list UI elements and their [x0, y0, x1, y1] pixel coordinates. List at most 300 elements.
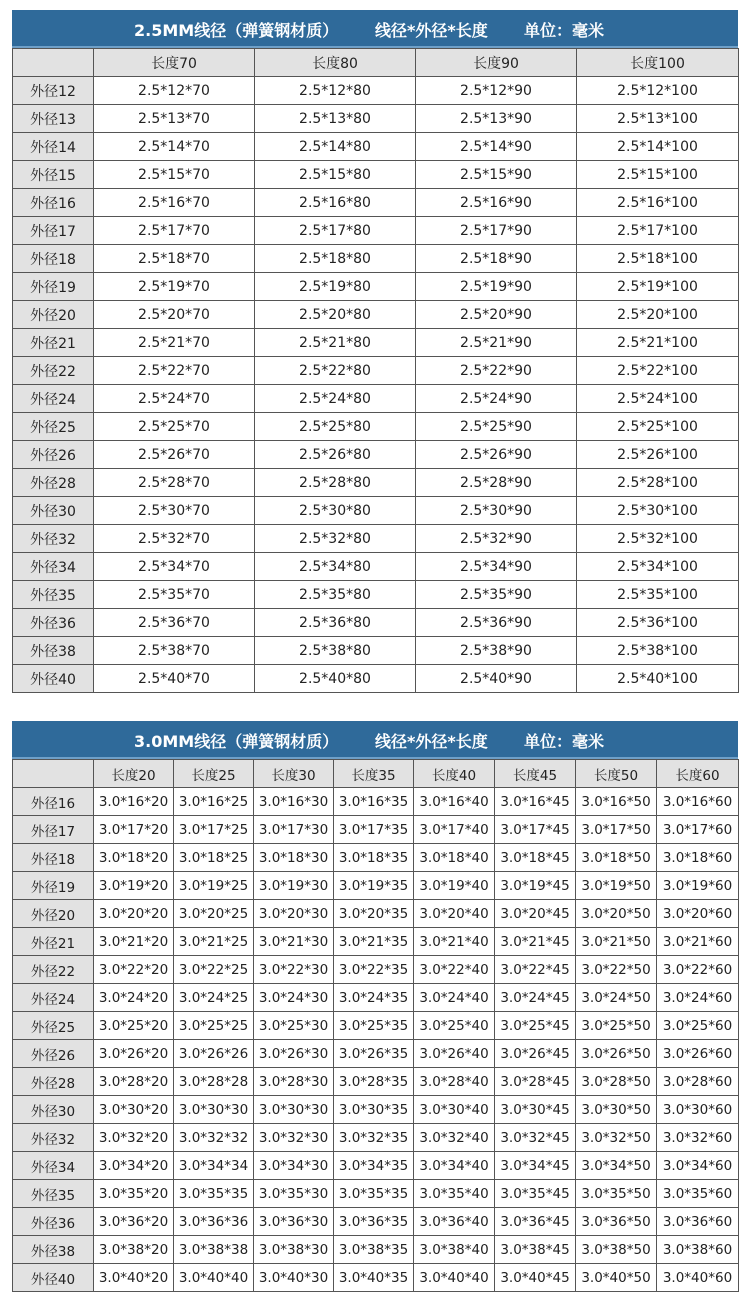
- row-header: 外径13: [13, 105, 94, 133]
- table-cell: 3.0*30*20: [94, 1096, 174, 1124]
- table-cell: 2.5*26*100: [577, 441, 739, 469]
- table-cell: 2.5*34*100: [577, 553, 739, 581]
- table-cell: 3.0*25*20: [94, 1012, 174, 1040]
- row-header: 外径20: [13, 900, 94, 928]
- table-row: [13, 816, 739, 844]
- table-cell: 2.5*32*100: [577, 525, 739, 553]
- table-cell: 3.0*38*30: [254, 1236, 334, 1264]
- table-cell: 2.5*40*80: [255, 665, 416, 693]
- table-cell: 3.0*36*36: [174, 1208, 254, 1236]
- table-cell: 3.0*36*45: [495, 1208, 576, 1236]
- row-header: 外径28: [13, 469, 94, 497]
- table-cell: 3.0*30*45: [495, 1096, 576, 1124]
- table-cell: 3.0*26*60: [657, 1040, 739, 1068]
- table-cell: 2.5*20*100: [577, 301, 739, 329]
- row-header: 外径26: [13, 1040, 94, 1068]
- row-header: 外径22: [13, 956, 94, 984]
- header-row: [13, 760, 739, 788]
- table-cell: 2.5*28*100: [577, 469, 739, 497]
- row-header: 外径30: [13, 1096, 94, 1124]
- column-header: 长度80: [255, 49, 416, 77]
- table-cell: 2.5*18*90: [416, 245, 577, 273]
- table-cell: 3.0*25*60: [657, 1012, 739, 1040]
- row-header: 外径18: [13, 844, 94, 872]
- table-cell: 3.0*24*20: [94, 984, 174, 1012]
- table-cell: 3.0*30*60: [657, 1096, 739, 1124]
- table-cell: 3.0*19*45: [495, 872, 576, 900]
- row-header: 外径18: [13, 245, 94, 273]
- table-cell: 3.0*40*40: [174, 1264, 254, 1292]
- table-cell: 3.0*21*25: [174, 928, 254, 956]
- table-cell: 2.5*18*100: [577, 245, 739, 273]
- table-cell: 3.0*40*35: [334, 1264, 414, 1292]
- table-cell: 3.0*26*40: [414, 1040, 495, 1068]
- table-cell: 2.5*28*80: [255, 469, 416, 497]
- table-cell: 3.0*20*45: [495, 900, 576, 928]
- table-cell: 3.0*38*20: [94, 1236, 174, 1264]
- table-cell: 3.0*17*25: [174, 816, 254, 844]
- table-cell: 2.5*21*70: [94, 329, 255, 357]
- table-cell: 3.0*18*20: [94, 844, 174, 872]
- table-cell: 2.5*17*90: [416, 217, 577, 245]
- table-row: [13, 1096, 739, 1124]
- table-cell: 3.0*20*30: [254, 900, 334, 928]
- row-header: 外径32: [13, 1124, 94, 1152]
- table-cell: 3.0*40*50: [576, 1264, 657, 1292]
- column-header: 长度45: [495, 760, 576, 788]
- table-cell: 2.5*16*70: [94, 189, 255, 217]
- table-cell: 3.0*35*20: [94, 1180, 174, 1208]
- header-row: [13, 49, 739, 77]
- table-cell: 2.5*14*70: [94, 133, 255, 161]
- table-unit: 单位：毫米: [524, 21, 605, 40]
- table-cell: 2.5*38*80: [255, 637, 416, 665]
- table-row: [13, 441, 739, 469]
- table-cell: 3.0*30*30: [254, 1096, 334, 1124]
- column-header: 长度30: [254, 760, 334, 788]
- spec-block-2-5mm: [12, 10, 738, 693]
- table-cell: 3.0*17*50: [576, 816, 657, 844]
- table-cell: 3.0*18*60: [657, 844, 739, 872]
- table-cell: 3.0*20*40: [414, 900, 495, 928]
- table-cell: 3.0*17*35: [334, 816, 414, 844]
- table-row: [13, 844, 739, 872]
- table-row: [13, 872, 739, 900]
- table-cell: 3.0*35*35: [334, 1180, 414, 1208]
- table-cell: 3.0*28*28: [174, 1068, 254, 1096]
- table-cell: 3.0*34*50: [576, 1152, 657, 1180]
- table-cell: 2.5*14*90: [416, 133, 577, 161]
- table-row: [13, 525, 739, 553]
- table-unit: 单位：毫米: [524, 732, 605, 751]
- table-cell: 2.5*30*80: [255, 497, 416, 525]
- table-cell: 3.0*17*40: [414, 816, 495, 844]
- row-header: 外径40: [13, 665, 94, 693]
- table-cell: 3.0*26*45: [495, 1040, 576, 1068]
- table-cell: 3.0*18*40: [414, 844, 495, 872]
- table-cell: 2.5*32*90: [416, 525, 577, 553]
- table-cell: 2.5*24*90: [416, 385, 577, 413]
- table-cell: 2.5*20*80: [255, 301, 416, 329]
- corner-cell: [13, 760, 94, 788]
- table-cell: 2.5*14*80: [255, 133, 416, 161]
- table-cell: 2.5*12*90: [416, 77, 577, 105]
- table-row: [13, 1236, 739, 1264]
- row-header: 外径22: [13, 357, 94, 385]
- table-cell: 3.0*18*35: [334, 844, 414, 872]
- table-cell: 3.0*30*30: [174, 1096, 254, 1124]
- table-cell: 3.0*22*20: [94, 956, 174, 984]
- table-row: [13, 385, 739, 413]
- table-cell: 3.0*16*50: [576, 788, 657, 816]
- table-row: [13, 609, 739, 637]
- table-cell: 3.0*19*60: [657, 872, 739, 900]
- table-cell: 2.5*17*80: [255, 217, 416, 245]
- table-cell: 3.0*34*35: [334, 1152, 414, 1180]
- table-cell: 2.5*19*80: [255, 273, 416, 301]
- table-cell: 3.0*35*40: [414, 1180, 495, 1208]
- table-cell: 2.5*18*80: [255, 245, 416, 273]
- row-header: 外径20: [13, 301, 94, 329]
- table-cell: 3.0*19*40: [414, 872, 495, 900]
- table-cell: 3.0*20*25: [174, 900, 254, 928]
- row-header: 外径35: [13, 1180, 94, 1208]
- table-cell: 3.0*34*60: [657, 1152, 739, 1180]
- table-cell: 3.0*18*50: [576, 844, 657, 872]
- table-cell: 3.0*38*38: [174, 1236, 254, 1264]
- table-cell: 2.5*34*80: [255, 553, 416, 581]
- column-header: 长度20: [94, 760, 174, 788]
- row-header: 外径21: [13, 329, 94, 357]
- table-cell: 3.0*22*25: [174, 956, 254, 984]
- table-cell: 3.0*17*20: [94, 816, 174, 844]
- table-cell: 3.0*16*25: [174, 788, 254, 816]
- table-row: [13, 984, 739, 1012]
- row-header: 外径24: [13, 385, 94, 413]
- table-row: [13, 329, 739, 357]
- table-cell: 3.0*34*30: [254, 1152, 334, 1180]
- spec-table: [12, 759, 739, 1292]
- table-cell: 3.0*38*60: [657, 1236, 739, 1264]
- table-cell: 3.0*30*35: [334, 1096, 414, 1124]
- table-cell: 3.0*16*35: [334, 788, 414, 816]
- row-header: 外径24: [13, 984, 94, 1012]
- row-header: 外径19: [13, 872, 94, 900]
- table-cell: 2.5*16*100: [577, 189, 739, 217]
- table-cell: 2.5*13*100: [577, 105, 739, 133]
- table-cell: 3.0*19*50: [576, 872, 657, 900]
- row-header: 外径36: [13, 609, 94, 637]
- table-cell: 2.5*17*70: [94, 217, 255, 245]
- table-banner: [12, 10, 738, 48]
- table-cell: 3.0*22*50: [576, 956, 657, 984]
- table-cell: 3.0*32*35: [334, 1124, 414, 1152]
- table-cell: 3.0*16*30: [254, 788, 334, 816]
- table-cell: 2.5*16*90: [416, 189, 577, 217]
- table-cell: 3.0*28*30: [254, 1068, 334, 1096]
- table-cell: 3.0*25*45: [495, 1012, 576, 1040]
- table-row: [13, 1124, 739, 1152]
- table-cell: 3.0*34*34: [174, 1152, 254, 1180]
- table-cell: 2.5*26*90: [416, 441, 577, 469]
- table-row: [13, 1152, 739, 1180]
- table-row: [13, 357, 739, 385]
- table-row: [13, 133, 739, 161]
- table-cell: 2.5*21*100: [577, 329, 739, 357]
- table-row: [13, 637, 739, 665]
- table-row: [13, 956, 739, 984]
- table-cell: 3.0*34*45: [495, 1152, 576, 1180]
- table-cell: 3.0*21*35: [334, 928, 414, 956]
- table-cell: 2.5*38*90: [416, 637, 577, 665]
- table-cell: 3.0*35*30: [254, 1180, 334, 1208]
- table-cell: 2.5*12*100: [577, 77, 739, 105]
- table-cell: 2.5*40*90: [416, 665, 577, 693]
- table-cell: 3.0*25*25: [174, 1012, 254, 1040]
- table-cell: 2.5*12*70: [94, 77, 255, 105]
- table-cell: 2.5*20*90: [416, 301, 577, 329]
- table-cell: 2.5*36*90: [416, 609, 577, 637]
- table-cell: 3.0*16*60: [657, 788, 739, 816]
- table-cell: 2.5*15*80: [255, 161, 416, 189]
- table-cell: 2.5*24*80: [255, 385, 416, 413]
- table-cell: 3.0*18*30: [254, 844, 334, 872]
- table-cell: 2.5*25*100: [577, 413, 739, 441]
- table-row: [13, 665, 739, 693]
- table-row: [13, 788, 739, 816]
- table-cell: 2.5*19*100: [577, 273, 739, 301]
- table-cell: 3.0*21*45: [495, 928, 576, 956]
- table-cell: 3.0*36*35: [334, 1208, 414, 1236]
- table-cell: 3.0*24*45: [495, 984, 576, 1012]
- table-cell: 2.5*21*90: [416, 329, 577, 357]
- table-cell: 2.5*35*100: [577, 581, 739, 609]
- table-row: [13, 77, 739, 105]
- spec-table: [12, 48, 739, 693]
- table-row: [13, 1180, 739, 1208]
- table-cell: 3.0*17*30: [254, 816, 334, 844]
- table-cell: 3.0*26*50: [576, 1040, 657, 1068]
- table-cell: 3.0*24*40: [414, 984, 495, 1012]
- table-cell: 2.5*15*90: [416, 161, 577, 189]
- table-title: 2.5MM线径（弹簧钢材质）: [134, 21, 339, 40]
- table-cell: 2.5*26*70: [94, 441, 255, 469]
- table-row: [13, 301, 739, 329]
- table-cell: 2.5*20*70: [94, 301, 255, 329]
- table-cell: 3.0*16*45: [495, 788, 576, 816]
- table-row: [13, 217, 739, 245]
- table-cell: 3.0*22*40: [414, 956, 495, 984]
- table-cell: 2.5*17*100: [577, 217, 739, 245]
- column-header: 长度100: [577, 49, 739, 77]
- row-header: 外径14: [13, 133, 94, 161]
- table-cell: 3.0*18*45: [495, 844, 576, 872]
- table-cell: 3.0*35*50: [576, 1180, 657, 1208]
- row-header: 外径16: [13, 189, 94, 217]
- table-cell: 3.0*17*45: [495, 816, 576, 844]
- table-cell: 2.5*16*80: [255, 189, 416, 217]
- table-cell: 3.0*21*30: [254, 928, 334, 956]
- row-header: 外径17: [13, 816, 94, 844]
- table-cell: 3.0*35*45: [495, 1180, 576, 1208]
- table-cell: 3.0*22*60: [657, 956, 739, 984]
- table-subtitle: 线径*外径*长度: [375, 21, 488, 40]
- table-cell: 3.0*18*25: [174, 844, 254, 872]
- spec-block-3-0mm: [12, 721, 738, 1292]
- table-cell: 3.0*24*35: [334, 984, 414, 1012]
- table-cell: 3.0*19*25: [174, 872, 254, 900]
- table-cell: 3.0*21*20: [94, 928, 174, 956]
- column-header: 长度90: [416, 49, 577, 77]
- table-cell: 2.5*40*70: [94, 665, 255, 693]
- table-cell: 3.0*35*60: [657, 1180, 739, 1208]
- table-cell: 2.5*38*100: [577, 637, 739, 665]
- table-cell: 3.0*36*50: [576, 1208, 657, 1236]
- table-row: [13, 1040, 739, 1068]
- row-header: 外径38: [13, 637, 94, 665]
- table-cell: 3.0*21*50: [576, 928, 657, 956]
- table-cell: 3.0*36*20: [94, 1208, 174, 1236]
- table-cell: 2.5*28*90: [416, 469, 577, 497]
- table-cell: 2.5*30*100: [577, 497, 739, 525]
- table-cell: 3.0*16*40: [414, 788, 495, 816]
- table-cell: 2.5*34*70: [94, 553, 255, 581]
- table-cell: 3.0*25*40: [414, 1012, 495, 1040]
- table-cell: 3.0*32*20: [94, 1124, 174, 1152]
- table-cell: 3.0*26*35: [334, 1040, 414, 1068]
- row-header: 外径32: [13, 525, 94, 553]
- row-header: 外径34: [13, 1152, 94, 1180]
- table-cell: 3.0*40*40: [414, 1264, 495, 1292]
- table-cell: 2.5*32*70: [94, 525, 255, 553]
- table-row: [13, 900, 739, 928]
- row-header: 外径19: [13, 273, 94, 301]
- table-cell: 3.0*40*20: [94, 1264, 174, 1292]
- table-cell: 3.0*28*60: [657, 1068, 739, 1096]
- table-cell: 2.5*34*90: [416, 553, 577, 581]
- row-header: 外径12: [13, 77, 94, 105]
- table-row: [13, 413, 739, 441]
- table-cell: 3.0*24*25: [174, 984, 254, 1012]
- table-cell: 3.0*32*60: [657, 1124, 739, 1152]
- table-cell: 3.0*26*26: [174, 1040, 254, 1068]
- table-row: [13, 1068, 739, 1096]
- row-header: 外径28: [13, 1068, 94, 1096]
- table-cell: 2.5*36*100: [577, 609, 739, 637]
- table-cell: 2.5*13*80: [255, 105, 416, 133]
- table-cell: 2.5*24*100: [577, 385, 739, 413]
- column-header: 长度50: [576, 760, 657, 788]
- table-cell: 3.0*32*45: [495, 1124, 576, 1152]
- table-cell: 2.5*35*90: [416, 581, 577, 609]
- row-header: 外径35: [13, 581, 94, 609]
- table-cell: 3.0*24*50: [576, 984, 657, 1012]
- table-cell: 3.0*38*50: [576, 1236, 657, 1264]
- row-header: 外径26: [13, 441, 94, 469]
- table-cell: 3.0*26*20: [94, 1040, 174, 1068]
- row-header: 外径16: [13, 788, 94, 816]
- table-row: [13, 105, 739, 133]
- table-cell: 2.5*38*70: [94, 637, 255, 665]
- table-cell: 3.0*36*30: [254, 1208, 334, 1236]
- table-cell: 2.5*25*90: [416, 413, 577, 441]
- row-header: 外径25: [13, 413, 94, 441]
- column-header: 长度60: [657, 760, 739, 788]
- row-header: 外径34: [13, 553, 94, 581]
- table-cell: 3.0*19*20: [94, 872, 174, 900]
- table-banner: [12, 721, 738, 759]
- row-header: 外径21: [13, 928, 94, 956]
- table-subtitle: 线径*外径*长度: [375, 732, 488, 751]
- table-cell: 3.0*28*45: [495, 1068, 576, 1096]
- table-cell: 3.0*35*35: [174, 1180, 254, 1208]
- table-cell: 3.0*22*30: [254, 956, 334, 984]
- table-cell: 3.0*20*35: [334, 900, 414, 928]
- table-cell: 3.0*24*60: [657, 984, 739, 1012]
- table-cell: 2.5*19*70: [94, 273, 255, 301]
- table-cell: 2.5*30*70: [94, 497, 255, 525]
- table-row: [13, 497, 739, 525]
- table-cell: 2.5*15*70: [94, 161, 255, 189]
- table-cell: 2.5*22*80: [255, 357, 416, 385]
- table-cell: 3.0*19*35: [334, 872, 414, 900]
- table-cell: 2.5*19*90: [416, 273, 577, 301]
- row-header: 外径40: [13, 1264, 94, 1292]
- table-row: [13, 245, 739, 273]
- row-header: 外径30: [13, 497, 94, 525]
- table-cell: 2.5*21*80: [255, 329, 416, 357]
- table-row: [13, 928, 739, 956]
- table-cell: 3.0*40*60: [657, 1264, 739, 1292]
- table-row: [13, 469, 739, 497]
- table-cell: 3.0*25*35: [334, 1012, 414, 1040]
- corner-cell: [13, 49, 94, 77]
- table-cell: 3.0*20*60: [657, 900, 739, 928]
- table-cell: 2.5*30*90: [416, 497, 577, 525]
- table-cell: 2.5*13*70: [94, 105, 255, 133]
- table-cell: 2.5*35*70: [94, 581, 255, 609]
- table-cell: 3.0*34*20: [94, 1152, 174, 1180]
- table-cell: 2.5*25*80: [255, 413, 416, 441]
- table-row: [13, 1208, 739, 1236]
- table-cell: 3.0*34*40: [414, 1152, 495, 1180]
- table-cell: 3.0*32*40: [414, 1124, 495, 1152]
- table-cell: 2.5*15*100: [577, 161, 739, 189]
- table-cell: 3.0*28*50: [576, 1068, 657, 1096]
- table-row: [13, 273, 739, 301]
- table-cell: 3.0*28*35: [334, 1068, 414, 1096]
- table-cell: 3.0*22*35: [334, 956, 414, 984]
- column-header: 长度40: [414, 760, 495, 788]
- table-cell: 3.0*21*40: [414, 928, 495, 956]
- table-cell: 3.0*26*30: [254, 1040, 334, 1068]
- table-cell: 3.0*20*50: [576, 900, 657, 928]
- table-cell: 3.0*17*60: [657, 816, 739, 844]
- table-cell: 3.0*28*40: [414, 1068, 495, 1096]
- table-cell: 3.0*30*50: [576, 1096, 657, 1124]
- table-cell: 2.5*12*80: [255, 77, 416, 105]
- table-cell: 3.0*24*30: [254, 984, 334, 1012]
- table-cell: 3.0*38*45: [495, 1236, 576, 1264]
- column-header: 长度35: [334, 760, 414, 788]
- table-cell: 3.0*40*30: [254, 1264, 334, 1292]
- table-cell: 3.0*36*40: [414, 1208, 495, 1236]
- table-cell: 3.0*19*30: [254, 872, 334, 900]
- row-header: 外径25: [13, 1012, 94, 1040]
- row-header: 外径17: [13, 217, 94, 245]
- table-cell: 3.0*25*50: [576, 1012, 657, 1040]
- table-row: [13, 161, 739, 189]
